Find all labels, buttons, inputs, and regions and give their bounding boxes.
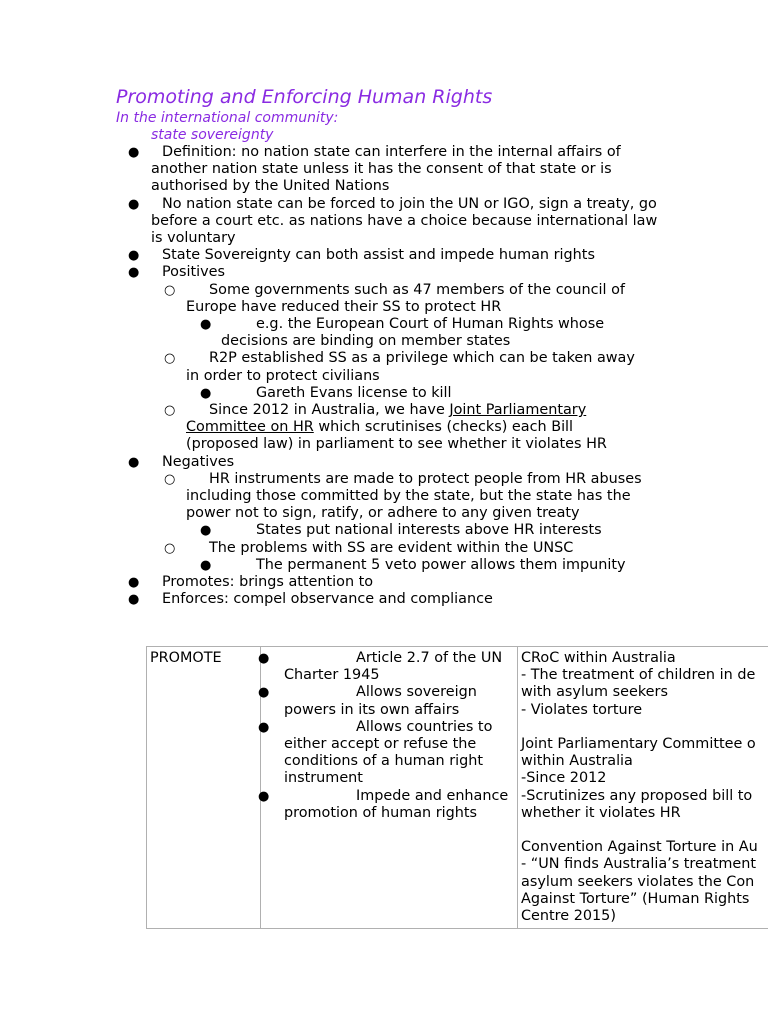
list-item-text: Article 2.7 of the UN Charter 1945 (284, 650, 503, 684)
list-item-text: Negatives (162, 453, 235, 470)
list-item (258, 718, 514, 788)
list-item (0, 282, 768, 316)
text-line: whether it violates HR (521, 804, 681, 821)
text-run: Since 2012 in Australia, we have (209, 402, 450, 419)
list-item-text: The permanent 5 veto power allows them impunity (256, 556, 626, 573)
list-item (0, 454, 768, 471)
list-item-text: Impede and enhance promotion of human rights (284, 787, 509, 821)
list-item-text: Positives (162, 264, 225, 281)
bullet-circle-icon: ○ (164, 471, 176, 487)
bullet-circle-icon: ○ (164, 403, 176, 419)
bullet-disc-icon: ● (128, 265, 140, 281)
table-cell-label: PROMOTE (147, 647, 261, 929)
list-item-text: States put national interests above HR interests (256, 522, 602, 539)
table-row (147, 647, 768, 929)
list-item-text (186, 402, 646, 454)
bullet-disc-icon: ● (200, 317, 212, 333)
list-item (0, 540, 768, 557)
list-item-text: Promotes: brings attention to (162, 574, 374, 591)
text-run: which scrutinises (checks) each Bill (proposed law) in parliament to see whether it violates HR (186, 419, 607, 453)
text-line: Centre 2015) (521, 908, 616, 925)
section-heading: In the international community: (116, 110, 339, 126)
bullet-disc-icon: ● (200, 523, 212, 539)
bullet-disc-icon: ● (128, 592, 140, 608)
text-line: -Since 2012 (521, 770, 607, 787)
text-line: Convention Against Torture in Au (521, 839, 758, 856)
list-item-text: Some governments such as 47 members of the council of Europe have reduced their SS to protect HR (186, 281, 626, 315)
notes-body (0, 144, 768, 608)
example-block (521, 650, 768, 719)
bullet-disc-icon: ● (258, 719, 270, 735)
bullet-disc-icon: ● (258, 685, 270, 701)
list-item (0, 591, 768, 608)
table-cell-points (258, 647, 518, 929)
list-item (0, 196, 768, 248)
bullet-disc-icon: ● (258, 788, 270, 804)
list-item (0, 557, 768, 574)
text-line: asylum seekers violates the Con (521, 873, 755, 890)
list-item-text: Allows countries to either accept or refuse the conditions of a human right instrument (284, 718, 493, 787)
text-line: - “UN finds Australia’s treatment (521, 856, 756, 873)
list-item (258, 684, 514, 718)
list-item-text: The problems with SS are evident within the UNSC (209, 539, 574, 556)
underlined-term: Joint Parliamentary Committee on HR (186, 402, 587, 436)
text-line: CRoC within Australia (521, 650, 676, 666)
bullet-disc-icon: ● (128, 454, 140, 470)
subsection-heading: state sovereignty (151, 127, 274, 143)
bullet-circle-icon: ○ (164, 282, 176, 298)
promote-table (146, 646, 768, 929)
list-item (0, 144, 768, 196)
list-item-text: Definition: no nation state can interfere in the internal affairs of another nation state unless it has the consent of that state or is authorised by the United Nations (151, 144, 621, 195)
list-item-text: e.g. the European Court of Human Rights whose decisions are binding on member states (221, 316, 605, 350)
example-block (521, 736, 768, 822)
list-item-text: No nation state can be forced to join the UN or IGO, sign a treaty, go before a court etc. as nations have a choice because international law is voluntary (151, 195, 658, 247)
bullet-disc-icon: ● (128, 196, 140, 212)
list-item (258, 650, 514, 684)
text-line: -Scrutinizes any proposed bill to (521, 787, 753, 804)
bullet-disc-icon: ● (200, 385, 212, 401)
list-item-text: Enforces: compel observance and compliance (162, 591, 493, 608)
list-item (0, 402, 768, 454)
bullet-circle-icon: ○ (164, 540, 176, 556)
list-item-text: Gareth Evans license to kill (256, 384, 452, 401)
text-line: Joint Parliamentary Committee o (521, 736, 756, 752)
list-item-text: Allows sovereign powers in its own affairs (284, 684, 477, 718)
list-item (0, 247, 768, 264)
list-item (0, 522, 768, 539)
list-item (0, 350, 768, 384)
page-title: Promoting and Enforcing Human Rights (116, 86, 493, 108)
table-cell-examples (518, 647, 768, 929)
list-item (258, 787, 514, 822)
example-block (521, 839, 768, 925)
list-item (0, 471, 768, 523)
bullet-list (258, 650, 514, 822)
text-line: - The treatment of children in de (521, 667, 756, 684)
list-item-text: HR instruments are made to protect people from HR abuses including those committed by the state, but the state has the power not to sign, ratify, or adhere to any given treaty (186, 470, 642, 522)
bullet-circle-icon: ○ (164, 351, 176, 367)
bullet-disc-icon: ● (128, 248, 140, 264)
list-item (0, 316, 768, 350)
text-line: Against Torture” (Human Rights (521, 890, 750, 907)
text-line: within Australia (521, 753, 633, 770)
list-item (0, 385, 768, 402)
text-line: with asylum seekers (521, 684, 668, 701)
list-item-text: R2P established SS as a privilege which can be taken away in order to protect civilians (186, 350, 635, 384)
list-item (0, 264, 768, 281)
bullet-disc-icon: ● (128, 575, 140, 591)
bullet-disc-icon: ● (128, 145, 140, 160)
list-item-text: State Sovereignty can both assist and impede human rights (162, 247, 595, 264)
bullet-disc-icon: ● (258, 651, 270, 666)
list-item (0, 574, 768, 591)
bullet-disc-icon: ● (200, 557, 212, 573)
text-line: - Violates torture (521, 701, 643, 718)
